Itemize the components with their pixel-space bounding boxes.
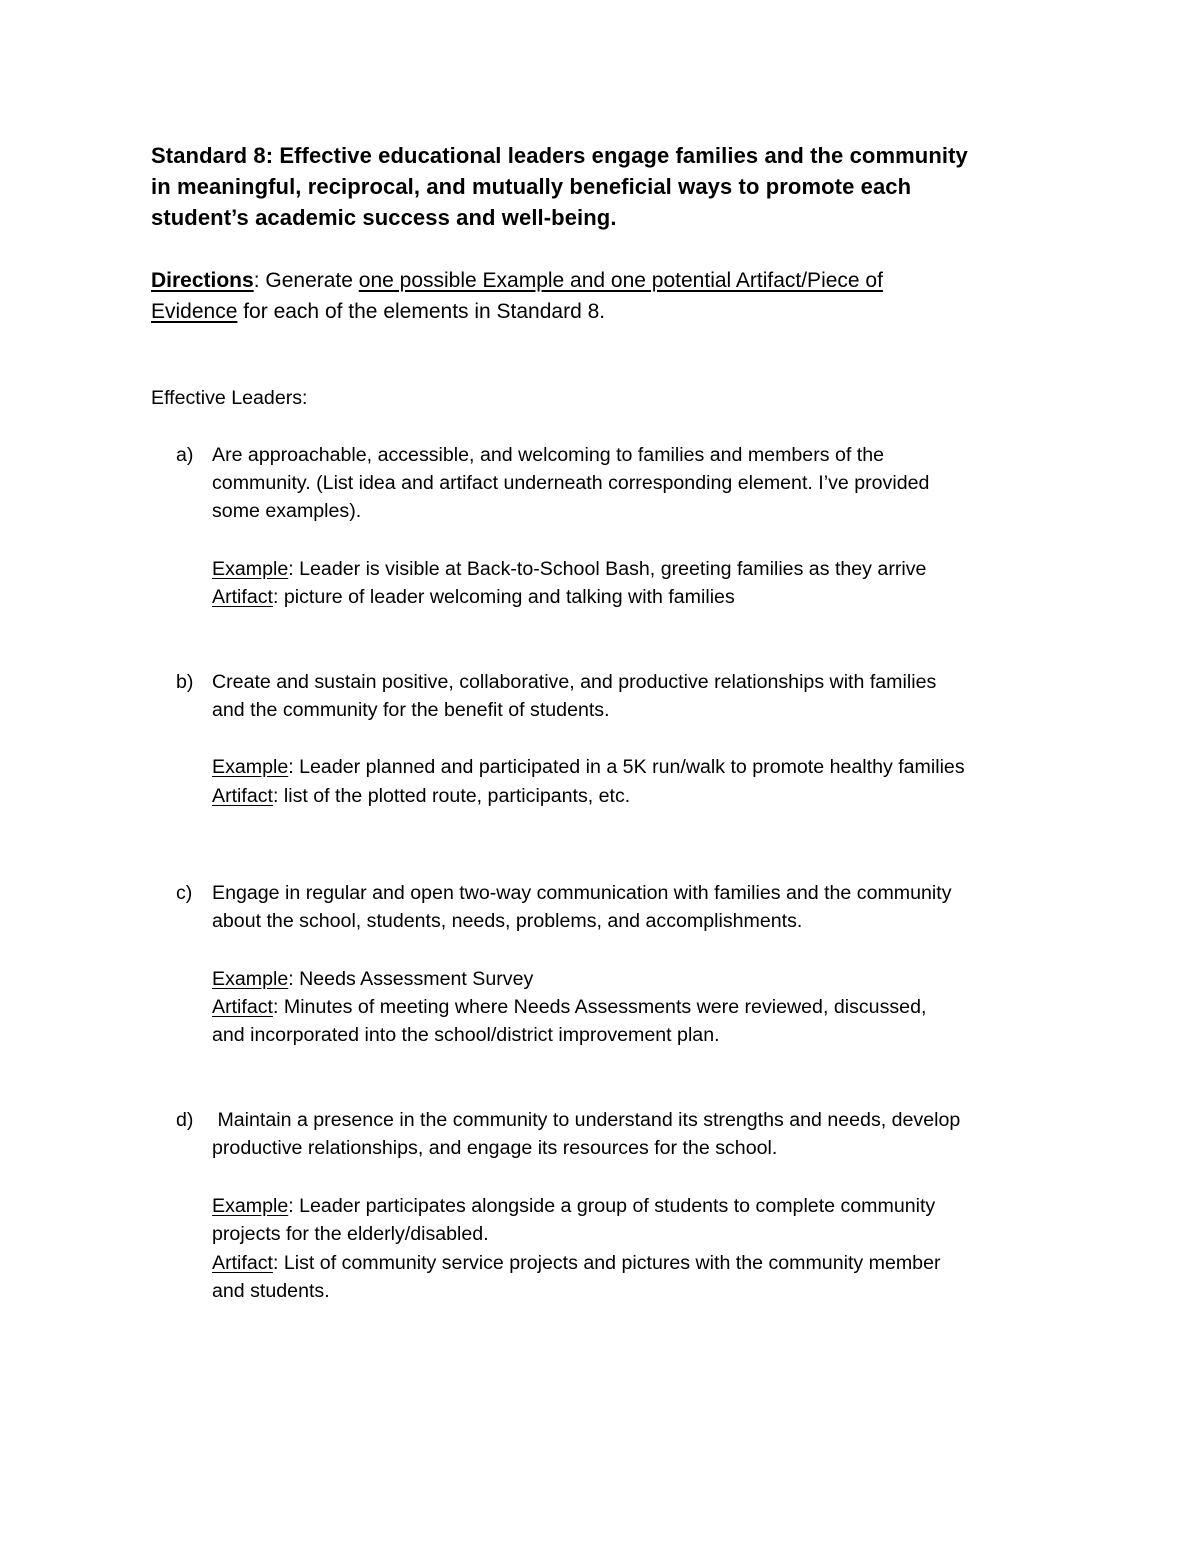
element-d-line-2: productive relationships, and engage its resources for the school. [212,1137,778,1159]
element-d-artifact-line-1 [212,1249,941,1278]
element-c-artifact-line-2: and incorporated into the school/district improvement plan. [212,1024,720,1046]
element-a-line-2: community. (List idea and artifact underneath corresponding element. I’ve provided [212,472,930,494]
directions-line-2 [151,296,605,327]
standard-title-line-1: Standard 8: Effective educational leaders engage families and the community [151,143,968,168]
directions-intro: : Generate [253,269,359,292]
example-text: : Leader is visible at Back-to-School Bash, greeting families as they arrive [288,558,927,580]
artifact-text: : List of community service projects and pictures with the community member [272,1252,941,1274]
directions-rest: for each of the elements in Standard 8. [237,300,606,323]
element-c-artifact-line-1 [212,993,926,1022]
artifact-label: Artifact [212,1252,273,1274]
element-a-artifact [212,583,735,612]
example-label: Example [212,756,289,778]
example-text: : Leader participates alongside a group of students to complete community [288,1195,936,1217]
directions-label: Directions [151,269,254,292]
artifact-label: Artifact [212,996,273,1018]
element-d-artifact-line-2: and students. [212,1280,330,1302]
element-c-line-2: about the school, students, needs, problems, and accomplishments. [212,910,803,932]
element-d-marker: d) [176,1109,194,1131]
example-text: : Needs Assessment Survey [288,968,534,990]
element-d-example-line-1 [212,1192,935,1221]
standard-title-line-3: student’s academic success and well-being. [151,205,617,230]
artifact-label: Artifact [212,785,273,807]
element-d-example-line-2: projects for the elderly/disabled. [212,1223,489,1245]
element-a-line-1: Are approachable, accessible, and welcoming to families and members of the [212,444,884,466]
directions-underlined-1: one possible Example and one potential Artifact/Piece of [358,269,883,292]
element-c-marker: c) [176,882,193,904]
element-b-artifact [212,782,630,811]
artifact-text: : Minutes of meeting where Needs Assessments were reviewed, discussed, [272,996,927,1018]
directions-underlined-2: Evidence [151,300,238,323]
element-b-example [212,753,965,782]
artifact-label: Artifact [212,586,273,608]
element-d-line-1: Maintain a presence in the community to understand its strengths and needs, develop [212,1109,961,1131]
example-label: Example [212,1195,289,1217]
example-label: Example [212,968,289,990]
directions-line-1 [151,265,883,296]
standard-title-line-2: in meaningful, reciprocal, and mutually beneficial ways to promote each [151,174,912,199]
element-a-line-3: some examples). [212,500,362,522]
element-a-example [212,555,926,584]
artifact-text: : picture of leader welcoming and talking with families [272,586,735,608]
example-label: Example [212,558,289,580]
intro-text: Effective Leaders: [151,387,308,409]
element-b-marker: b) [176,671,194,693]
element-a-marker: a) [176,444,194,466]
example-text: : Leader planned and participated in a 5K run/walk to promote healthy families [288,756,965,778]
element-c-line-1: Engage in regular and open two-way communication with families and the community [212,882,952,904]
element-b-line-2: and the community for the benefit of students. [212,699,610,721]
element-b-line-1: Create and sustain positive, collaborative, and productive relationships with families [212,671,937,693]
element-c-example [212,965,533,994]
artifact-text: : list of the plotted route, participants, etc. [272,785,631,807]
